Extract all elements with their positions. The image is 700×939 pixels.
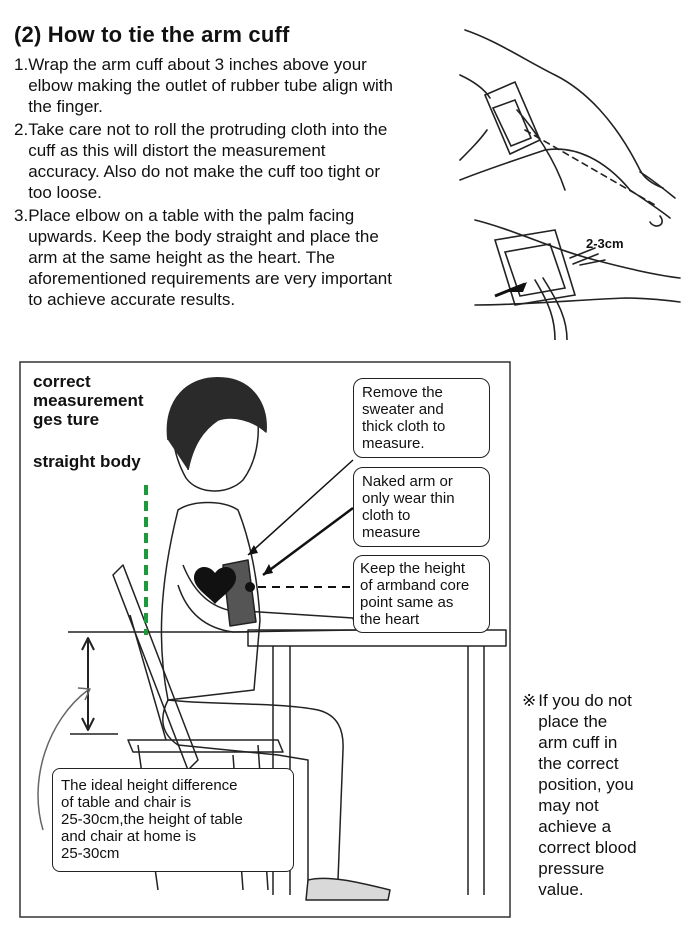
callout-height-difference: The ideal height difference of table and chair is 25-30cm,the height of table and chair at home is 25-30cm xyxy=(52,768,294,872)
forearm-outline xyxy=(630,172,675,226)
side-note: ※ If you do not place the arm cuff in the correct position, you may not achieve a correct blood pressure value. xyxy=(522,691,637,899)
step-line: to achieve accurate results. xyxy=(28,290,236,309)
table-leg xyxy=(273,646,484,895)
cuff-outline xyxy=(485,82,540,154)
callout-remove-sweater: Remove the sweater and thick cloth to measure. xyxy=(353,378,490,458)
step-line: too loose. xyxy=(28,183,102,202)
callout-pointer xyxy=(263,508,353,575)
page-title: (2) How to tie the arm cuff xyxy=(14,22,290,47)
step-2 xyxy=(14,119,454,203)
callout-keep-height: Keep the height of armband core point same as the heart xyxy=(353,555,490,633)
upper-arm-outline xyxy=(465,30,663,188)
step-1 xyxy=(14,54,454,117)
step-line: accuracy. Also do not make the cuff too tight or xyxy=(28,162,381,181)
arm-cuff-illustration xyxy=(455,20,685,340)
shirt-sleeve xyxy=(460,75,490,160)
step-line: cuff as this will distort the measurement xyxy=(28,141,326,160)
armband-core-point xyxy=(245,582,255,592)
step-line: the finger. xyxy=(28,97,103,116)
step-number: 3. xyxy=(14,206,29,225)
straight-body-label: straight body xyxy=(33,452,141,471)
step-line: Take care not to roll the protruding cloth into the xyxy=(28,120,388,139)
step-3 xyxy=(14,205,454,310)
person-foot xyxy=(306,878,390,900)
upper-arm-outline xyxy=(460,149,630,190)
rubber-tube xyxy=(535,278,567,340)
lower-arm-outline xyxy=(475,220,680,278)
step-line: Wrap the arm cuff about 3 inches above your xyxy=(28,55,367,74)
step-line: aforementioned requirements are very important xyxy=(28,269,392,288)
chair-seat xyxy=(128,740,283,752)
step-line: upwards. Keep the body straight and place the xyxy=(28,227,379,246)
step-line: Place elbow on a table with the palm facing xyxy=(28,206,355,225)
alignment-guide xyxy=(525,130,655,205)
person-hair xyxy=(167,378,266,470)
callout-naked-arm: Naked arm or only wear thin cloth to measure xyxy=(353,467,490,547)
lower-arm-outline xyxy=(475,298,680,305)
step-number: 1. xyxy=(14,55,29,74)
dimension-label: 2-3cm xyxy=(586,236,624,251)
step-line: arm at the same height as the heart. The xyxy=(28,248,335,267)
elbow-crease xyxy=(580,260,605,265)
reference-mark-icon: ※ xyxy=(522,691,537,710)
instruction-steps xyxy=(14,54,454,312)
correct-posture-label: correct measurement ges ture xyxy=(33,372,144,429)
step-number: 2. xyxy=(14,120,29,139)
step-line: elbow making the outlet of rubber tube align with xyxy=(28,76,393,95)
callout-pointer xyxy=(248,460,353,555)
